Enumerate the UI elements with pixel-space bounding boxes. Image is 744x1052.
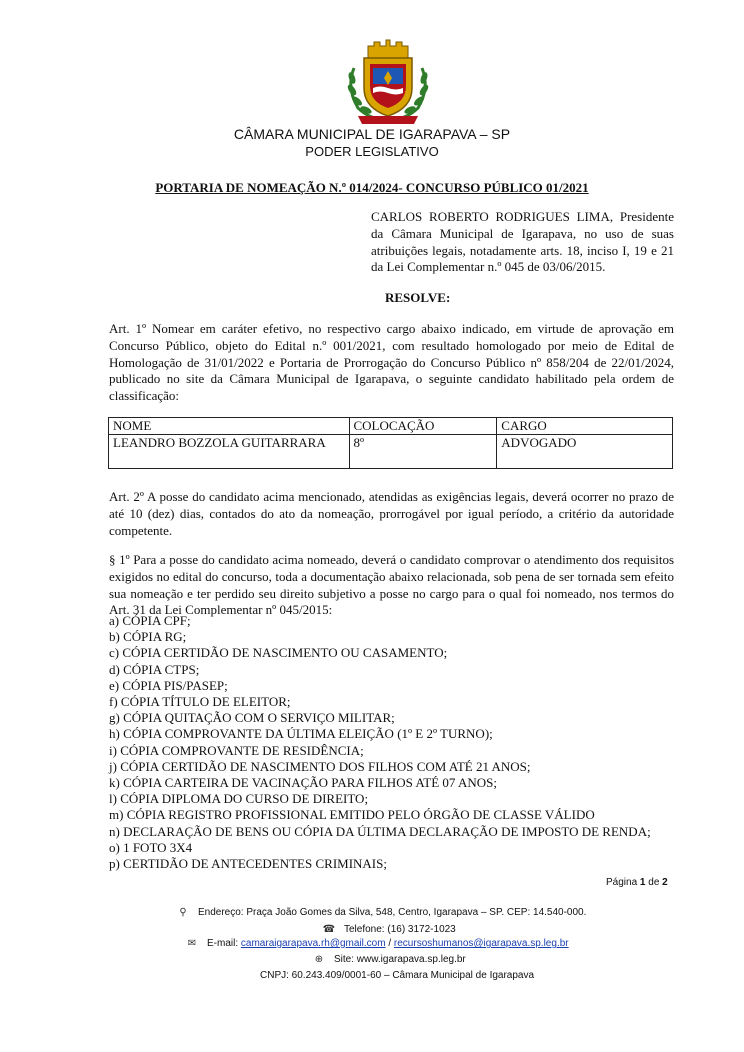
paragraph-1: § 1º Para a posse do candidato acima nomeado, deverá o candidato comprovar o atendimento dos requisitos exigidos no edital do concurso, toda a documentação abaixo relacionada, sob pena de ser tornada sem efeito sua nomeação e ter perdido seu direito subjetivo a posse no cargo para o qual foi nomeado, nos termos do Art. 31 da Lei Complementar nº 045/2015:	[109, 552, 674, 618]
table-header-cell: CARGO	[497, 418, 673, 435]
list-item: a) CÓPIA CPF;	[109, 613, 191, 628]
page-of: de	[648, 877, 660, 888]
org-subtitle: PODER LEGISLATIVO	[305, 144, 439, 159]
document-title-text: PORTARIA DE NOMEAÇÃO N.º 014/2024- CONCURSO PÚBLICO 01/2021	[155, 180, 589, 195]
list-item: f) CÓPIA TÍTULO DE ELEITOR;	[109, 694, 291, 710]
email-link-rh[interactable]: camaraigarapava.rh@gmail.com	[240, 938, 386, 949]
requirements-list	[109, 613, 651, 872]
table-cell-placement: 8º	[349, 435, 497, 469]
org-name: CÂMARA MUNICIPAL DE IGARAPAVA – SP	[233, 126, 511, 142]
footer-email-label: E-mail:	[207, 938, 239, 949]
page-prefix: Página	[606, 877, 638, 888]
table-cell-name: LEANDRO BOZZOLA GUITARRARA	[109, 435, 350, 469]
list-item: i) CÓPIA COMPROVANTE DE RESIDÊNCIA;	[109, 742, 364, 758]
list-item: p) CERTIDÃO DE ANTECEDENTES CRIMINAIS;	[109, 856, 387, 872]
list-item: g) CÓPIA QUITAÇÃO COM O SERVIÇO MILITAR;	[109, 710, 395, 726]
list-item: c) CÓPIA CERTIDÃO DE NASCIMENTO OU CASAMENTO;	[109, 645, 448, 661]
article-1: Art. 1º Nomear em caráter efetivo, no respectivo cargo abaixo indicado, em virtude de aprovação em Concurso Público, objeto do Edital n.º 001/2021, com resultado homologado por meio de Edital de Homologação de 31/01/2022 e Portaria de Prorrogação do Concurso Público nº 858/204 de 22/01/2024, publicado no site da Câmara Municipal de Igarapava, o seguinte candidato habilitado pela ordem de classificação:	[109, 321, 674, 404]
table-cell-position: ADVOGADO	[497, 435, 673, 469]
footer-site	[312, 954, 466, 965]
table-row	[109, 435, 673, 469]
globe-icon: ⊕	[314, 954, 324, 965]
table-header-cell: NOME	[109, 418, 350, 435]
coat-of-arms-icon	[340, 38, 436, 126]
resolve-heading: RESOLVE:	[385, 290, 451, 305]
authority-paragraph: CARLOS ROBERTO RODRIGUES LIMA, Presidente da Câmara Municipal de Igarapava, no uso de suas atribuições legais, notadamente arts. 18, inciso I, 19 e 21 da Lei Complementar n.º 045 de 03/06/2015.	[371, 209, 674, 275]
phone-icon: ☎	[322, 924, 336, 935]
list-item: d) CÓPIA CTPS;	[109, 661, 200, 677]
email-separator: /	[388, 938, 392, 949]
footer-phone	[322, 924, 456, 935]
table-header-cell: COLOCAÇÃO	[349, 418, 497, 435]
list-item: j) CÓPIA CERTIDÃO DE NASCIMENTO DOS FILHOS COM ATÉ 21 ANOS;	[109, 758, 531, 774]
document-title	[0, 180, 744, 196]
list-item: o) 1 FOTO 3X4	[109, 839, 193, 855]
candidate-table	[108, 417, 673, 469]
footer-address	[176, 907, 586, 918]
article-2: Art. 2º A posse do candidato acima mencionado, atendidas as exigências legais, deverá ocorrer no prazo de até 10 (dez) dias, contados do ato da nomeação, prorrogável por igual período, a critério da autoridade competente.	[109, 489, 674, 538]
list-item: b) CÓPIA RG;	[109, 629, 187, 645]
map-pin-icon: ⚲	[179, 907, 187, 918]
footer-cnpj: CNPJ: 60.243.409/0001-60 – Câmara Municipal de Igarapava	[260, 970, 535, 981]
footer-email	[185, 938, 569, 949]
footer-phone-text: Telefone: (16) 3172-1023	[344, 924, 456, 935]
list-item: l) CÓPIA DIPLOMA DO CURSO DE DIREITO;	[109, 791, 369, 807]
list-item: k) CÓPIA CARTEIRA DE VACINAÇÃO PARA FILHOS ATÉ 07 ANOS;	[109, 775, 497, 791]
footer-address-text: Endereço: Praça João Gomes da Silva, 548, Centro, Igarapava – SP. CEP: 14.540-000.	[198, 907, 587, 918]
footer-site-text[interactable]: Site: www.igarapava.sp.leg.br	[334, 954, 466, 965]
envelope-icon: ✉	[187, 938, 197, 949]
list-item: e) CÓPIA PIS/PASEP;	[109, 677, 228, 693]
table-header-row	[109, 418, 673, 435]
list-item: n) DECLARAÇÃO DE BENS OU CÓPIA DA ÚLTIMA DECLARAÇÃO DE IMPOSTO DE RENDA;	[109, 823, 651, 839]
list-item: m) CÓPIA REGISTRO PROFISSIONAL EMITIDO PELO ÓRGÃO DE CLASSE VÁLIDO	[109, 807, 595, 823]
page-total: 2	[662, 877, 668, 888]
email-link-recursos-humanos[interactable]: recursoshumanos@igarapava.sp.leg.br	[393, 938, 569, 949]
page-number	[606, 877, 668, 888]
page-current: 1	[639, 877, 646, 888]
list-item: h) CÓPIA COMPROVANTE DA ÚLTIMA ELEIÇÃO (1º E 2º TURNO);	[109, 726, 493, 742]
